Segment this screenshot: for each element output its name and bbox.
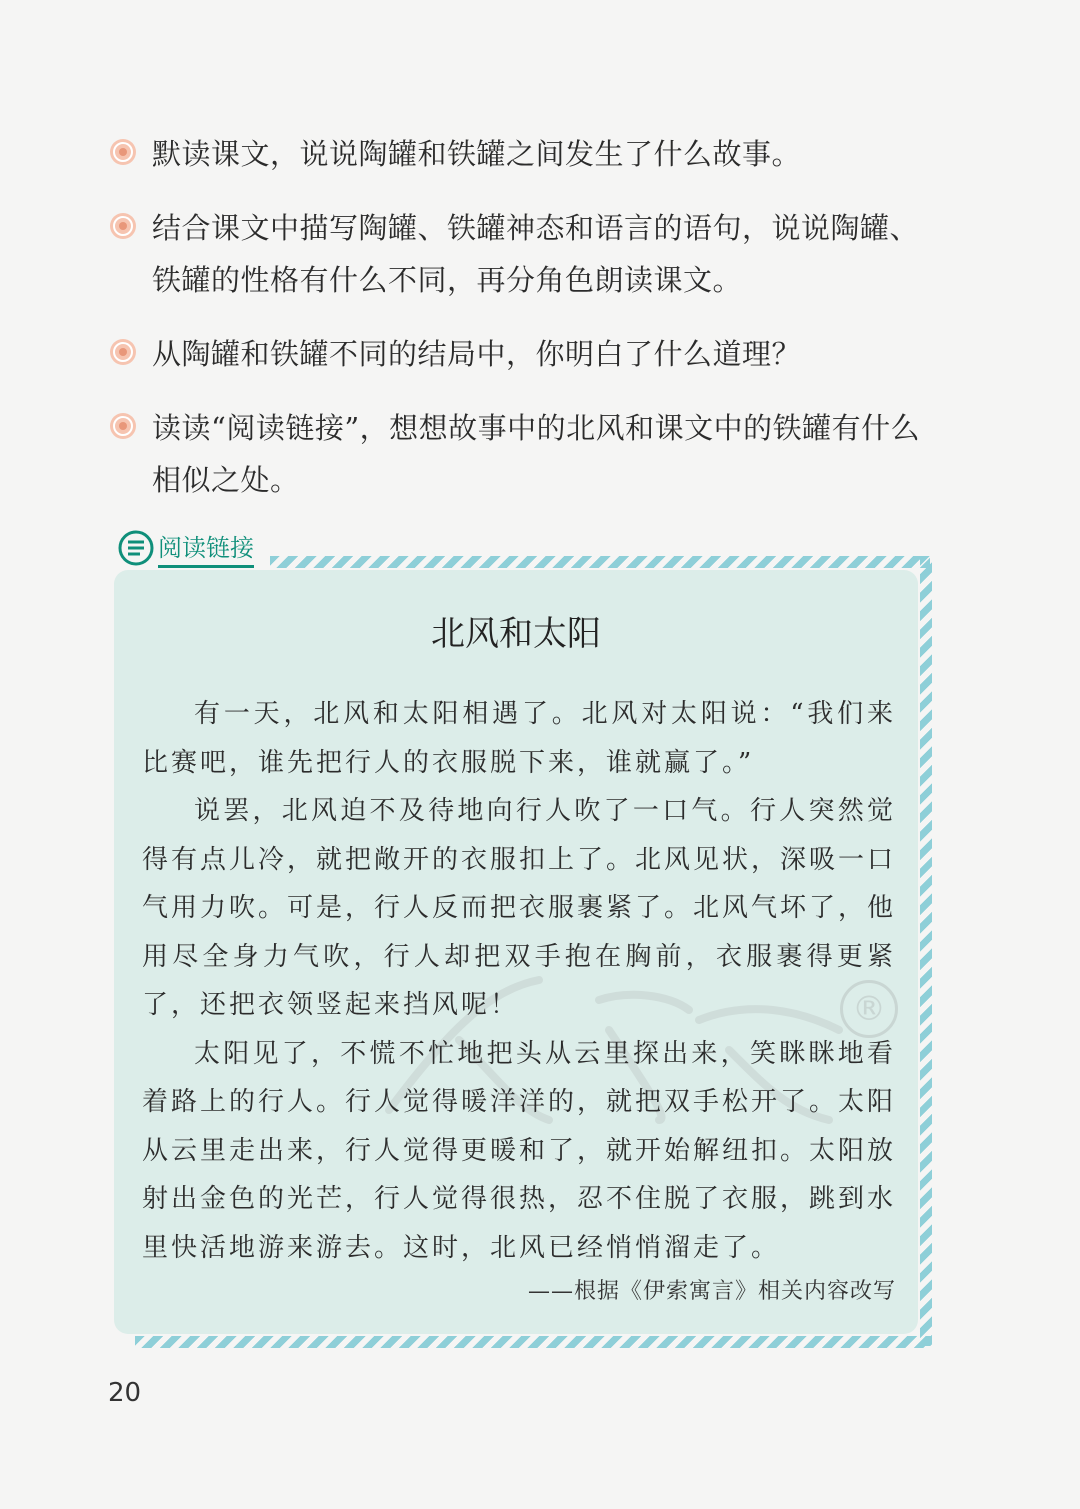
story-source: ——根据《伊索寓言》相关内容改写 [527, 1279, 896, 1304]
question-item [108, 328, 938, 380]
page-number: 20 [108, 1378, 142, 1408]
question-item [108, 202, 938, 306]
decorative-stripe-bottom [135, 1336, 931, 1348]
decorative-stripe-right [920, 556, 932, 1346]
discussion-questions [108, 128, 938, 528]
story-paragraph: 说罢，北风迫不及待地向行人吹了一口气。行人突然觉得有点儿冷，就把敞开的衣服扣上了。北风见状，深吸一口气用力吹。可是，行人反而把衣服裹紧了。北风气坏了，他用尽全身力气吹，行人却把双手抱在胸前，衣服裹得更紧了，还把衣领竖起来挡风呢！ [142, 796, 897, 1020]
reading-link-box [114, 570, 918, 1334]
story-paragraph: 有一天，北风和太阳相遇了。北风对太阳说：“我们来比赛吧，谁先把行人的衣服脱下来，谁就赢了。” [142, 699, 896, 778]
story-body [142, 690, 896, 1272]
registered-mark: ® [840, 980, 898, 1038]
question-text: 读读“阅读链接”，想想故事中的北风和课文中的铁罐有什么相似之处。 [152, 411, 921, 497]
question-item [108, 402, 938, 506]
reading-link-header [118, 528, 254, 568]
reading-link-label: 阅读链接 [158, 528, 254, 568]
decorative-stripe-top [270, 556, 930, 568]
flower-bullet-icon [108, 211, 138, 241]
book-icon [118, 530, 154, 566]
question-text: 结合课文中描写陶罐、铁罐神态和语言的语句，说说陶罐、铁罐的性格有什么不同，再分角色朗读课文。 [152, 211, 920, 297]
question-text: 从陶罐和铁罐不同的结局中，你明白了什么道理？ [152, 337, 802, 371]
flower-bullet-icon [108, 137, 138, 167]
question-text: 默读课文，说说陶罐和铁罐之间发生了什么故事。 [152, 137, 802, 171]
flower-bullet-icon [108, 337, 138, 367]
question-item [108, 128, 938, 180]
story-paragraph: 太阳见了，不慌不忙地把头从云里探出来，笑眯眯地看着路上的行人。行人觉得暖洋洋的，就把双手松开了。太阳从云里走出来，行人觉得更暖和了，就开始解纽扣。太阳放射出金色的光芒，行人觉得很热，忍不住脱了衣服，跳到水里快活地游来游去。这时，北风已经悄悄溜走了。 [142, 1038, 897, 1263]
story-title: 北风和太阳 [431, 614, 601, 654]
flower-bullet-icon [108, 411, 138, 441]
